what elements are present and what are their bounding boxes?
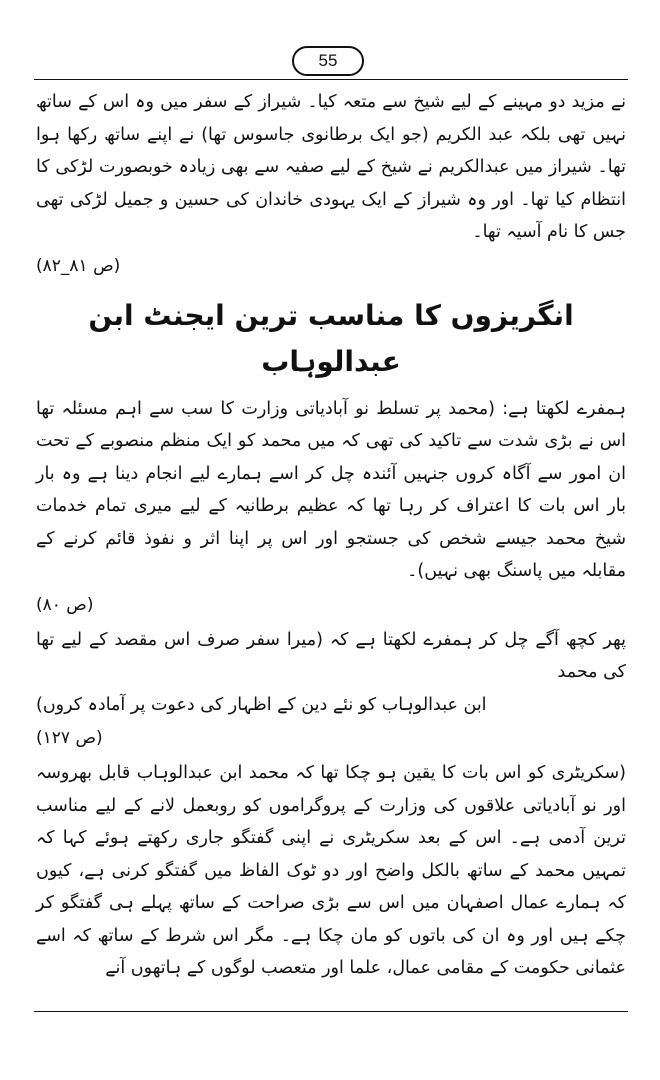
header-rule: [34, 79, 628, 80]
reference-1: (ص ۸۱_۸۲): [36, 255, 121, 276]
paragraph-4: (سکریٹری کو اس بات کا یقین ہو چکا تھا کہ محمد ابن عبدالوہاب قابل بھروسہ اور نو آبادیاتی علاقوں کی وزارت کے پروگراموں کو روبعمل لانے کے لیے مناسب ترین آدمی ہے۔ اس کے بعد سکریٹری نے اپنی گفتگو جاری رکھتے ہوئے کہا کہ تمہیں محمد کے ساتھ بالکل واضح اور دو ٹوک الفاظ میں گفتگو کرنی ہے، کیوں کہ ہمارے عمال اصفہان میں اس سے بڑی صراحت کے ساتھ پہلے ہی گفتگو کر چکے ہیں اور وہ ان کی باتوں کو مان چکا ہے۔ مگر اس شرط کے ساتھ کہ اسے عثمانی حکومت کے مقامی عمال، علما اور متعصب لوگوں کے ہاتھوں آنے: [36, 763, 626, 978]
paragraph-2: ہمفرے لکھتا ہے: (محمد پر تسلط نو آبادیاتی وزارت کا سب سے اہم مسئلہ تھا اس نے بڑی شدت سے تاکید کی تھی کہ میں محمد کو ایک منظم منصوبے کے تحت ان امور سے آگاہ کروں جنہیں آئندہ چل کر اسے ہمارے لیے انجام دینا ہے وہ بار بار اس بات کا اعتراف کر رہا تھا کہ عظیم برطانیہ کے لیے میری تمام خدمات شیخ محمد جیسے شخص کی جستجو اور اس پر اپنا اثر و نفوذ قائم کرنے کے مقابلہ میں پاسنگ بھی نہیں)۔: [36, 398, 626, 581]
page-body: [36, 86, 626, 985]
footer-rule: [34, 1011, 628, 1012]
reference-2: (ص ۸۰): [36, 594, 94, 615]
page-number-badge: [292, 46, 364, 76]
section-heading: انگریزوں کا مناسب ترین ایجنٹ ابن عبدالوہاب: [88, 298, 574, 378]
reference-3: (ص ۱۲۷): [36, 728, 103, 748]
paragraph-3-continued: ابن عبدالوہاب کو نئے دین کے اظہار کی دعوت پر آمادہ کروں): [36, 694, 487, 715]
paragraph-1: نے مزید دو مہینے کے لیے شیخ سے متعہ کیا۔ شیراز کے سفر میں وہ اس کے ساتھ نہیں تھی بلکہ عبد الکریم (جو ایک برطانوی جاسوس تھا) نے اپنے ساتھ رکھا ہوا تھا۔ شیراز میں عبدالکریم نے شیخ کے لیے صفیہ سے بھی زیادہ خوبصورت لڑکی کا انتظام کیا تھا۔ اور وہ شیراز کے ایک یہودی خاندان کی حسین و جمیل لڑکی تھی جس کا نام آسیہ تھا۔: [36, 92, 626, 242]
paragraph-3: پھر کچھ آگے چل کر ہمفرے لکھتا ہے کہ (میرا سفر صرف اس مقصد کے لیے تھا کی محمد: [36, 629, 626, 682]
page-number: 55: [318, 51, 338, 70]
